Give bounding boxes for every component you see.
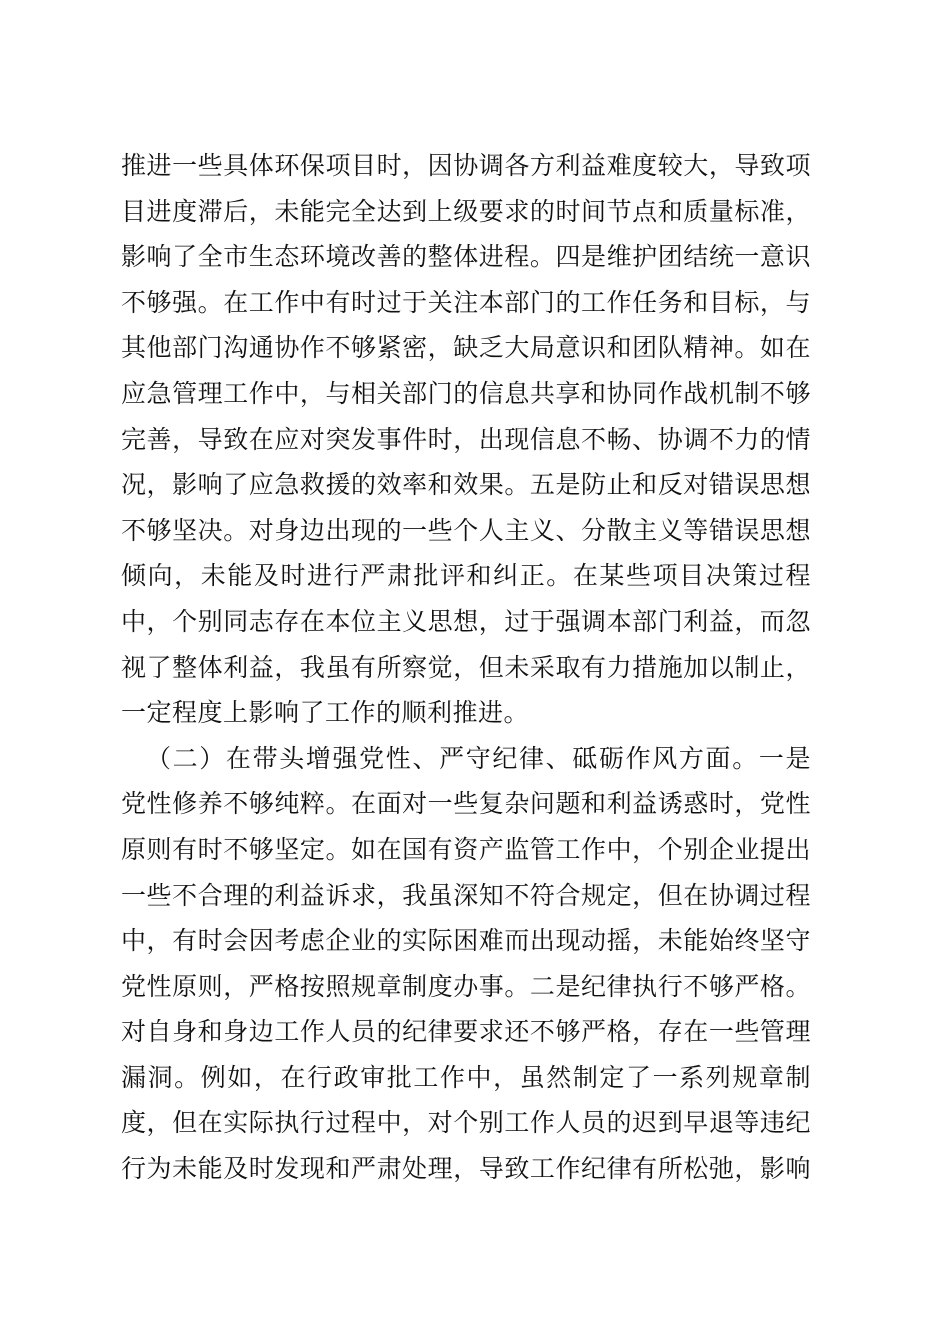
- text-line: 应急管理工作中，与相关部门的信息共享和协同作战机制不够: [121, 378, 811, 408]
- paragraph-1: [121, 143, 811, 736]
- document-body: [121, 143, 811, 1192]
- text-line: 不够强。在工作中有时过于关注本部门的工作任务和目标，与: [121, 287, 811, 317]
- text-line: 行为未能及时发现和严肃处理，导致工作纪律有所松弛，影响: [121, 1154, 811, 1184]
- text-line: 倾向，未能及时进行严肃批评和纠正。在某些项目决策过程: [121, 561, 811, 591]
- text-line: 况，影响了应急救援的效率和效果。五是防止和反对错误思想: [121, 470, 811, 500]
- text-line: 目进度滞后，未能完全达到上级要求的时间节点和质量标准，: [121, 196, 811, 226]
- text-line: 推进一些具体环保项目时，因协调各方利益难度较大，导致项: [121, 151, 811, 180]
- text-line: 度，但在实际执行过程中，对个别工作人员的迟到早退等违纪: [121, 1108, 811, 1138]
- text-line: 一些不合理的利益诉求，我虽深知不符合规定，但在协调过程: [121, 880, 811, 910]
- text-line: 完善，导致在应对突发事件时，出现信息不畅、协调不力的情: [121, 424, 811, 454]
- text-line: 其他部门沟通协作不够紧密，缺乏大局意识和团队精神。如在: [121, 333, 811, 363]
- text-line: 对自身和身边工作人员的纪律要求还不够严格，存在一些管理: [121, 1017, 811, 1047]
- text-line: 影响了全市生态环境改善的整体进程。四是维护团结统一意识: [121, 242, 811, 272]
- text-line: 党性原则，严格按照规章制度办事。二是纪律执行不够严格。: [121, 971, 811, 1001]
- text-line: 不够坚决。对身边出现的一些个人主义、分散主义等错误思想: [121, 515, 811, 545]
- text-line: 中，有时会因考虑企业的实际困难而出现动摇，未能始终坚守: [121, 926, 811, 956]
- text-line: 视了整体利益，我虽有所察觉，但未采取有力措施加以制止，: [121, 652, 811, 682]
- text-line: 党性修养不够纯粹。在面对一些复杂问题和利益诱惑时，党性: [121, 789, 811, 819]
- section-heading-line: （二）在带头增强党性、严守纪律、砥砺作风方面。一是: [146, 743, 811, 773]
- text-line: 中，个别同志存在本位主义思想，过于强调本部门利益，而忽: [121, 606, 811, 636]
- text-line: 一定程度上影响了工作的顺利推进。: [121, 698, 530, 728]
- paragraph-2: [121, 736, 811, 1192]
- text-line: 原则有时不够坚定。如在国有资产监管工作中，个别企业提出: [121, 834, 811, 864]
- text-line: 漏洞。例如，在行政审批工作中，虽然制定了一系列规章制: [121, 1062, 811, 1092]
